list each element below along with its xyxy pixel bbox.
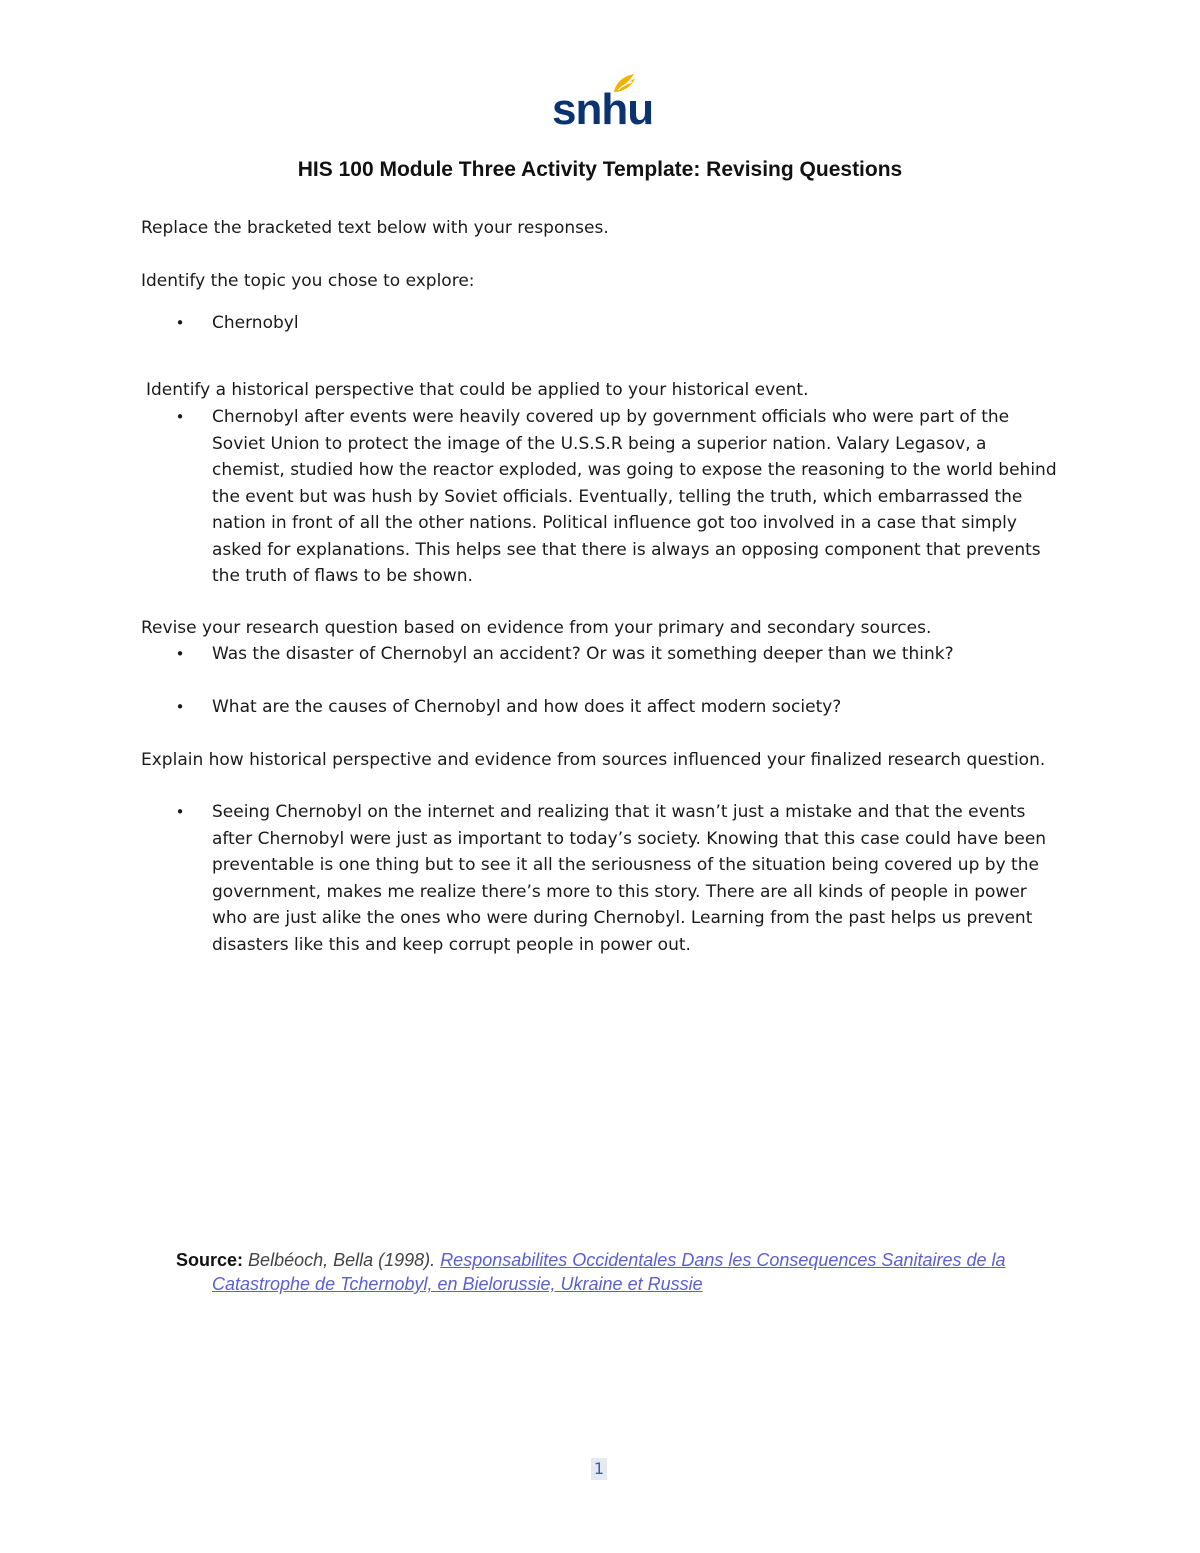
list-item: • Chernobyl after events were heavily covered up by government officials who were part of the Soviet Union to protect the image of the U.S.S.R being a superior nation. Valary Legasov, a chemist, studied how the reactor exploded, was going to expose the reasoning to the world behind the event but was hush by Soviet officials. Eventually, telling the truth, which embarrassed the nation in front of all the other nations. Political influence got too involved in a case that simply asked for explanations. This helps see that there is always an opposing component that prevents the truth of flaws to be shown.	[141, 404, 1061, 590]
logo-wordmark: snhu	[552, 85, 654, 134]
perspective-list	[141, 404, 1061, 590]
prompt-topic: Identify the topic you chose to explore:	[141, 271, 475, 291]
page-number: 1	[591, 1458, 607, 1480]
topic-list	[141, 310, 1061, 337]
prompt-perspective: Identify a historical perspective that could be applied to your historical event.	[146, 380, 809, 400]
list-item: • Seeing Chernobyl on the internet and realizing that it wasn’t just a mistake and that the events after Chernobyl were just as important to today’s society. Knowing that this case could have been preventable is one thing but to see it all the seriousness of the situation being covered up by the government, makes me realize there’s more to this story. There are all kinds of people in power who are just alike the ones who were during Chernobyl. Learning from the past helps us prevent disasters like this and keep corrupt people in power out.	[141, 799, 1061, 958]
list-item: • What are the causes of Chernobyl and how does it affect modern society?	[141, 694, 1061, 721]
prompt-explain: Explain how historical perspective and evidence from sources influenced your finalized research question.	[141, 750, 1046, 770]
instruction-text: Replace the bracketed text below with your responses.	[141, 218, 609, 238]
source-link[interactable]: Responsabilites Occidentales Dans les Consequences Sanitaires de la Catastrophe de Tchernobyl, en Bielorussie, Ukraine et Russie	[212, 1250, 1006, 1294]
source-citation	[176, 1248, 1102, 1296]
source-author: Belbéoch, Bella (1998).	[248, 1250, 436, 1270]
bullet-icon: •	[175, 314, 185, 332]
bullet-icon: •	[175, 408, 185, 426]
bullet-icon: •	[175, 803, 185, 821]
research-questions-list	[141, 641, 1061, 720]
snhu-logo	[552, 70, 654, 136]
document-title: HIS 100 Module Three Activity Template: Revising Questions	[297, 158, 903, 181]
bullet-icon: •	[175, 697, 185, 716]
list-item: • Was the disaster of Chernobyl an accident? Or was it something deeper than we think?	[141, 641, 1061, 668]
source-label: Source:	[176, 1250, 244, 1270]
list-item: • Chernobyl	[141, 310, 1061, 337]
bullet-icon: •	[175, 645, 185, 663]
prompt-revise: Revise your research question based on evidence from your primary and secondary sources.	[141, 618, 932, 638]
explanation-list	[141, 799, 1061, 958]
